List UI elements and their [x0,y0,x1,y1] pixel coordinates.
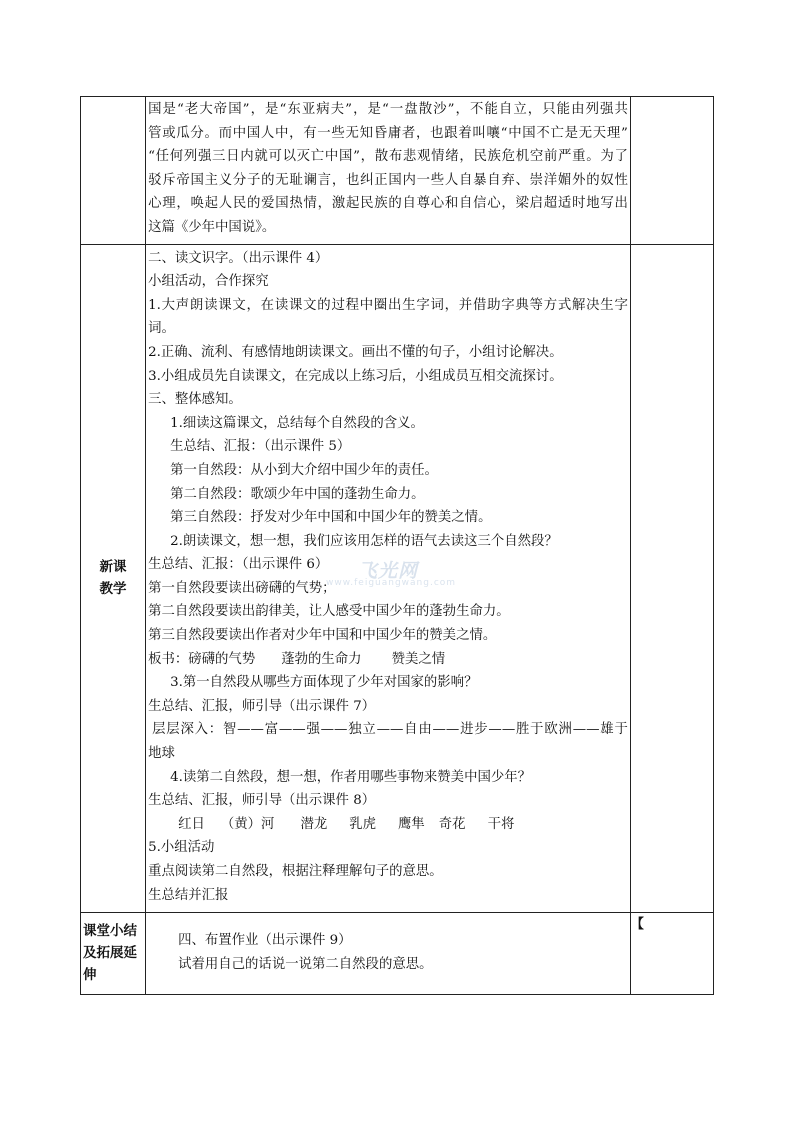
imagery-item: 红日 [178,816,205,832]
content-line: 重点阅读第二自然段，根据注释理解句子的意思。 [148,864,443,879]
content-line: 生总结、汇报，师引导（出示课件 8） [148,793,376,809]
content-line: 三、整体感知。 [148,392,242,408]
watermark-url: www.feiguangwang.com [326,578,457,588]
imagery-item: （黄）河 [220,816,275,832]
imagery-line [148,813,628,837]
board-writing-line [148,648,628,672]
content-line: 地球 [148,746,175,762]
summary-label: 及拓展延 [83,945,137,962]
content-line: 生总结、汇报，师引导（出示课件 7） [148,698,376,714]
new-lesson-notes-cell [630,244,713,912]
imagery-item: 乳虎 [349,816,376,832]
content-line: 第一自然段：从小到大介绍中国少年的责任。 [170,462,438,478]
bracket-mark: 【 [630,916,644,932]
intro-line: “任何列强三日内就可以灭亡中国”，散布悲观情绪，民族危机空前严重。为了 [148,149,628,165]
imagery-item: 鹰隼 [398,816,425,832]
intro-line: 这篇《少年中国说》。 [148,219,276,235]
content-line: 2.朗读课文，想一想，我们应该用怎样的语气去读这三个自然段？ [170,533,558,549]
summary-label: 课堂小结 [83,923,137,940]
watermark-logo-text: 飞光网 [358,560,419,582]
new-lesson-content-cell [146,244,631,912]
imagery-item: 奇花 [438,816,466,832]
summary-line: 四、布置作业（出示课件 9） [178,933,352,949]
content-line: 2.正确、流利、有感情地朗读课文。画出不懂的句子，小组讨论解决。 [148,344,563,360]
new-lesson-label-cell [81,244,146,912]
content-line: 1.细读这篇课文，总结每个自然段的含义。 [170,415,424,431]
intro-line: 国是“老大帝国”，是“东亚病夫”，是“一盘散沙”，不能自立，只能由列强共 [148,102,628,117]
intro-line: 管或瓜分。而中国人中，有一些无知昏庸者，也跟着叫嚷“中国不亡是无天理” [148,125,628,141]
content-line: 第三自然段要读出作者对少年中国和中国少年的赞美之情。 [148,628,497,644]
content-line: 4.读第二自然段，想一想，作者用哪些事物来赞美中国少年？ [170,769,532,785]
board-item: 板书：磅礴的气势 [148,651,256,667]
intro-line: 驳斥帝国主义分子的无耻谰言，也纠正国内一些人自暴自弃、崇洋媚外的奴性 [148,172,628,188]
board-item: 蓬勃的生命力 [281,651,362,667]
summary-line: 试着用自己的话说一说第二自然段的意思。 [178,957,433,973]
summary-notes-cell [630,912,713,994]
new-lesson-label: 新课 [99,559,127,576]
content-line: 3.第一自然段从哪些方面体现了少年对国家的影响？ [170,675,478,691]
content-line: 第二自然段要读出韵律美，让人感受中国少年的蓬勃生命力。 [148,604,510,620]
content-line: 生总结、汇报：（出示课件 5） [170,439,351,455]
content-line: 词。 [148,321,175,337]
new-lesson-label: 教学 [99,581,127,598]
content-line: 小组活动，合作探究 [148,274,269,290]
imagery-item: 潜龙 [300,816,328,832]
content-line: 生总结并汇报 [148,887,229,903]
lesson-plan-table [80,96,714,995]
summary-label-cell [81,912,146,994]
intro-line: 心理，唤起人民的爱国热情，激起民族的自尊心和自信心，梁启超适时地写出 [148,196,628,212]
imagery-item: 干将 [487,816,515,832]
summary-row [81,912,714,994]
content-line: 生总结、汇报：（出示课件 6） [148,557,329,573]
content-line: 层层深入：智——富——强——独立——自由——进步——胜于欧洲——雄于 [152,722,628,738]
summary-content-cell [146,912,631,994]
content-line: 第一自然段要读出磅礴的气势； [148,580,336,596]
new-lesson-row [81,244,714,912]
content-line: 3.小组成员先自读课文，在完成以上练习后，小组成员互相交流探讨。 [148,368,563,384]
intro-notes-cell [630,97,713,245]
content-line: 1.大声朗读课文，在读课文的过程中圈出生字词，并借助字典等方式解决生字 [148,297,628,313]
content-line: 第三自然段：抒发对少年中国和中国少年的赞美之情。 [170,510,492,526]
content-line: 第二自然段：歌颂少年中国的蓬勃生命力。 [170,486,425,502]
content-line: 5.小组活动 [148,840,215,856]
summary-label: 伸 [83,967,97,984]
intro-row [81,97,714,245]
intro-content-cell [146,97,631,245]
intro-label-cell [81,97,146,245]
content-line: 二、读文识字。（出示课件 4） [148,250,329,266]
board-item: 赞美之情 [391,651,446,667]
